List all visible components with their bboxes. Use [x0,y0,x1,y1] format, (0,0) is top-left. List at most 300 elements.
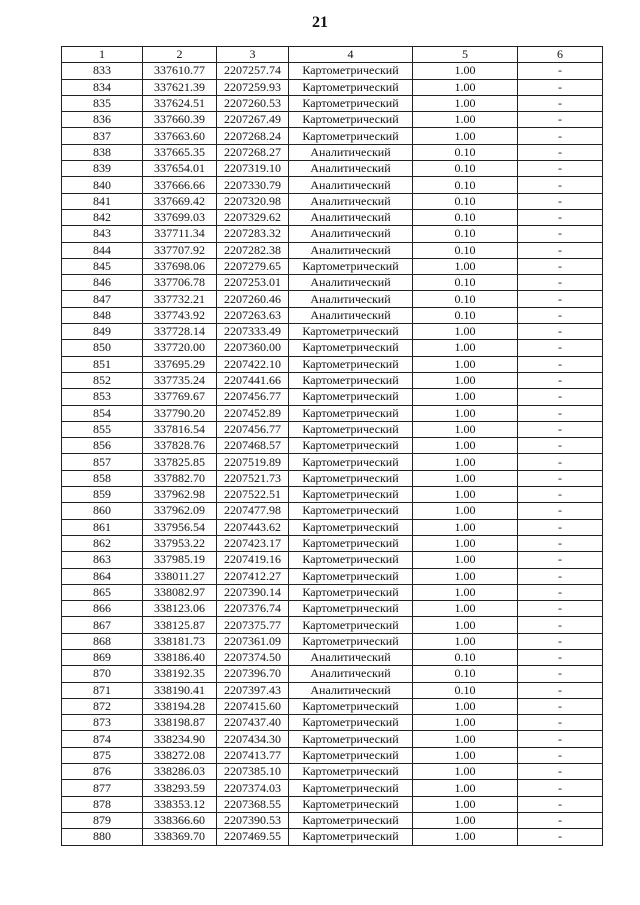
method-cell: Картометрический [289,633,413,649]
header-col-2: 2 [143,47,217,63]
x-coordinate-cell: 338194.28 [143,698,217,714]
y-coordinate-cell: 2207374.50 [217,649,289,665]
y-coordinate-cell: 2207253.01 [217,275,289,291]
point-number-cell: 836 [62,112,143,128]
accuracy-cell: 0.10 [413,275,518,291]
table-row [62,209,603,225]
table-row [62,731,603,747]
table-row [62,535,603,551]
point-number-cell: 855 [62,421,143,437]
accuracy-cell: 1.00 [413,470,518,486]
y-coordinate-cell: 2207320.98 [217,193,289,209]
note-cell: - [518,421,603,437]
table-row [62,242,603,258]
y-coordinate-cell: 2207330.79 [217,177,289,193]
x-coordinate-cell: 338293.59 [143,780,217,796]
point-number-cell: 877 [62,780,143,796]
accuracy-cell: 1.00 [413,617,518,633]
table-row [62,258,603,274]
note-cell: - [518,829,603,845]
table-row [62,389,603,405]
y-coordinate-cell: 2207413.77 [217,747,289,763]
x-coordinate-cell: 337720.00 [143,340,217,356]
table-row [62,796,603,812]
accuracy-cell: 1.00 [413,487,518,503]
x-coordinate-cell: 337728.14 [143,324,217,340]
note-cell: - [518,601,603,617]
method-cell: Аналитический [289,291,413,307]
method-cell: Картометрический [289,79,413,95]
accuracy-cell: 1.00 [413,112,518,128]
method-cell: Картометрический [289,715,413,731]
note-cell: - [518,144,603,160]
method-cell: Картометрический [289,324,413,340]
point-number-cell: 870 [62,666,143,682]
y-coordinate-cell: 2207268.24 [217,128,289,144]
accuracy-cell: 1.00 [413,715,518,731]
y-coordinate-cell: 2207360.00 [217,340,289,356]
accuracy-cell: 0.10 [413,193,518,209]
accuracy-cell: 1.00 [413,63,518,79]
point-number-cell: 837 [62,128,143,144]
y-coordinate-cell: 2207419.16 [217,552,289,568]
header-col-1: 1 [62,47,143,63]
accuracy-cell: 1.00 [413,552,518,568]
table-row [62,438,603,454]
table-row [62,780,603,796]
method-cell: Картометрический [289,812,413,828]
y-coordinate-cell: 2207422.10 [217,356,289,372]
table-row [62,372,603,388]
x-coordinate-cell: 338353.12 [143,796,217,812]
accuracy-cell: 1.00 [413,780,518,796]
method-cell: Картометрический [289,372,413,388]
accuracy-cell: 0.10 [413,682,518,698]
table-row [62,584,603,600]
x-coordinate-cell: 337660.39 [143,112,217,128]
method-cell: Картометрический [289,519,413,535]
point-number-cell: 842 [62,209,143,225]
note-cell: - [518,95,603,111]
note-cell: - [518,405,603,421]
method-cell: Аналитический [289,666,413,682]
accuracy-cell: 0.10 [413,649,518,665]
point-number-cell: 874 [62,731,143,747]
table-row [62,79,603,95]
point-number-cell: 844 [62,242,143,258]
table-row [62,617,603,633]
table-row [62,633,603,649]
table-row [62,552,603,568]
accuracy-cell: 1.00 [413,535,518,551]
x-coordinate-cell: 337790.20 [143,405,217,421]
y-coordinate-cell: 2207260.53 [217,95,289,111]
point-number-cell: 869 [62,649,143,665]
accuracy-cell: 1.00 [413,438,518,454]
note-cell: - [518,438,603,454]
y-coordinate-cell: 2207260.46 [217,291,289,307]
y-coordinate-cell: 2207385.10 [217,764,289,780]
table-row [62,405,603,421]
x-coordinate-cell: 337769.67 [143,389,217,405]
y-coordinate-cell: 2207397.43 [217,682,289,698]
x-coordinate-cell: 337669.42 [143,193,217,209]
note-cell: - [518,209,603,225]
table-row [62,568,603,584]
method-cell: Картометрический [289,128,413,144]
y-coordinate-cell: 2207443.62 [217,519,289,535]
accuracy-cell: 1.00 [413,519,518,535]
method-cell: Картометрический [289,470,413,486]
x-coordinate-cell: 338369.70 [143,829,217,845]
point-number-cell: 849 [62,324,143,340]
accuracy-cell: 0.10 [413,161,518,177]
point-number-cell: 834 [62,79,143,95]
y-coordinate-cell: 2207267.49 [217,112,289,128]
table-header-row [62,47,603,63]
table-row [62,487,603,503]
x-coordinate-cell: 337956.54 [143,519,217,535]
note-cell: - [518,63,603,79]
accuracy-cell: 1.00 [413,812,518,828]
point-number-cell: 880 [62,829,143,845]
note-cell: - [518,226,603,242]
method-cell: Картометрический [289,356,413,372]
accuracy-cell: 1.00 [413,405,518,421]
point-number-cell: 871 [62,682,143,698]
accuracy-cell: 1.00 [413,454,518,470]
table-row [62,649,603,665]
header-col-6: 6 [518,47,603,63]
table-row [62,454,603,470]
method-cell: Картометрический [289,535,413,551]
x-coordinate-cell: 338192.35 [143,666,217,682]
method-cell: Картометрический [289,747,413,763]
y-coordinate-cell: 2207452.89 [217,405,289,421]
y-coordinate-cell: 2207374.03 [217,780,289,796]
accuracy-cell: 1.00 [413,128,518,144]
x-coordinate-cell: 338198.87 [143,715,217,731]
table-row [62,666,603,682]
y-coordinate-cell: 2207263.63 [217,307,289,323]
x-coordinate-cell: 337711.34 [143,226,217,242]
point-number-cell: 845 [62,258,143,274]
point-number-cell: 875 [62,747,143,763]
accuracy-cell: 1.00 [413,79,518,95]
x-coordinate-cell: 337695.29 [143,356,217,372]
header-col-3: 3 [217,47,289,63]
method-cell: Аналитический [289,161,413,177]
note-cell: - [518,258,603,274]
point-number-cell: 860 [62,503,143,519]
accuracy-cell: 0.10 [413,209,518,225]
point-number-cell: 841 [62,193,143,209]
table-row [62,324,603,340]
method-cell: Картометрический [289,601,413,617]
point-number-cell: 868 [62,633,143,649]
x-coordinate-cell: 337828.76 [143,438,217,454]
table-row [62,503,603,519]
point-number-cell: 864 [62,568,143,584]
y-coordinate-cell: 2207468.57 [217,438,289,454]
note-cell: - [518,796,603,812]
y-coordinate-cell: 2207361.09 [217,633,289,649]
table-row [62,63,603,79]
point-number-cell: 852 [62,372,143,388]
y-coordinate-cell: 2207257.74 [217,63,289,79]
point-number-cell: 851 [62,356,143,372]
y-coordinate-cell: 2207477.98 [217,503,289,519]
x-coordinate-cell: 338082.97 [143,584,217,600]
note-cell: - [518,568,603,584]
point-number-cell: 872 [62,698,143,714]
note-cell: - [518,812,603,828]
method-cell: Картометрический [289,63,413,79]
header-col-5: 5 [413,47,518,63]
note-cell: - [518,731,603,747]
x-coordinate-cell: 337665.35 [143,144,217,160]
accuracy-cell: 1.00 [413,389,518,405]
note-cell: - [518,324,603,340]
x-coordinate-cell: 337610.77 [143,63,217,79]
accuracy-cell: 1.00 [413,698,518,714]
table-row [62,356,603,372]
y-coordinate-cell: 2207319.10 [217,161,289,177]
method-cell: Картометрический [289,112,413,128]
point-number-cell: 850 [62,340,143,356]
note-cell: - [518,307,603,323]
accuracy-cell: 1.00 [413,372,518,388]
y-coordinate-cell: 2207434.30 [217,731,289,747]
x-coordinate-cell: 337825.85 [143,454,217,470]
x-coordinate-cell: 338286.03 [143,764,217,780]
method-cell: Картометрический [289,340,413,356]
y-coordinate-cell: 2207456.77 [217,421,289,437]
method-cell: Картометрический [289,617,413,633]
table-row [62,470,603,486]
x-coordinate-cell: 338125.87 [143,617,217,633]
note-cell: - [518,633,603,649]
page-number: 21 [312,14,328,31]
point-number-cell: 848 [62,307,143,323]
accuracy-cell: 1.00 [413,764,518,780]
note-cell: - [518,161,603,177]
point-number-cell: 866 [62,601,143,617]
table-row [62,307,603,323]
table-row [62,601,603,617]
accuracy-cell: 1.00 [413,258,518,274]
point-number-cell: 879 [62,812,143,828]
x-coordinate-cell: 337654.01 [143,161,217,177]
method-cell: Картометрический [289,487,413,503]
y-coordinate-cell: 2207437.40 [217,715,289,731]
x-coordinate-cell: 337698.06 [143,258,217,274]
x-coordinate-cell: 337985.19 [143,552,217,568]
y-coordinate-cell: 2207283.32 [217,226,289,242]
method-cell: Картометрический [289,698,413,714]
table-body [62,63,603,845]
method-cell: Картометрический [289,796,413,812]
y-coordinate-cell: 2207441.66 [217,372,289,388]
x-coordinate-cell: 337962.09 [143,503,217,519]
table-row [62,112,603,128]
x-coordinate-cell: 337621.39 [143,79,217,95]
method-cell: Аналитический [289,177,413,193]
table-row [62,193,603,209]
accuracy-cell: 1.00 [413,584,518,600]
note-cell: - [518,747,603,763]
x-coordinate-cell: 338272.08 [143,747,217,763]
table-row [62,829,603,845]
method-cell: Картометрический [289,438,413,454]
method-cell: Аналитический [289,275,413,291]
table-row [62,275,603,291]
accuracy-cell: 1.00 [413,731,518,747]
x-coordinate-cell: 337706.78 [143,275,217,291]
method-cell: Картометрический [289,95,413,111]
table-row [62,226,603,242]
note-cell: - [518,552,603,568]
y-coordinate-cell: 2207412.27 [217,568,289,584]
x-coordinate-cell: 338234.90 [143,731,217,747]
point-number-cell: 856 [62,438,143,454]
note-cell: - [518,535,603,551]
note-cell: - [518,715,603,731]
y-coordinate-cell: 2207376.74 [217,601,289,617]
y-coordinate-cell: 2207259.93 [217,79,289,95]
x-coordinate-cell: 337699.03 [143,209,217,225]
note-cell: - [518,454,603,470]
method-cell: Картометрический [289,454,413,470]
accuracy-cell: 0.10 [413,177,518,193]
table-row [62,715,603,731]
point-number-cell: 843 [62,226,143,242]
method-cell: Картометрический [289,731,413,747]
point-number-cell: 847 [62,291,143,307]
point-number-cell: 867 [62,617,143,633]
method-cell: Аналитический [289,242,413,258]
method-cell: Картометрический [289,764,413,780]
note-cell: - [518,275,603,291]
method-cell: Картометрический [289,568,413,584]
x-coordinate-cell: 337882.70 [143,470,217,486]
x-coordinate-cell: 338011.27 [143,568,217,584]
point-number-cell: 840 [62,177,143,193]
table-row [62,340,603,356]
accuracy-cell: 1.00 [413,503,518,519]
note-cell: - [518,79,603,95]
point-number-cell: 878 [62,796,143,812]
note-cell: - [518,372,603,388]
x-coordinate-cell: 337732.21 [143,291,217,307]
y-coordinate-cell: 2207423.17 [217,535,289,551]
table-row [62,698,603,714]
x-coordinate-cell: 338181.73 [143,633,217,649]
y-coordinate-cell: 2207396.70 [217,666,289,682]
point-number-cell: 865 [62,584,143,600]
accuracy-cell: 0.10 [413,291,518,307]
point-number-cell: 861 [62,519,143,535]
accuracy-cell: 0.10 [413,144,518,160]
table-row [62,144,603,160]
method-cell: Картометрический [289,389,413,405]
point-number-cell: 846 [62,275,143,291]
note-cell: - [518,649,603,665]
y-coordinate-cell: 2207390.14 [217,584,289,600]
x-coordinate-cell: 338186.40 [143,649,217,665]
point-number-cell: 853 [62,389,143,405]
note-cell: - [518,503,603,519]
method-cell: Картометрический [289,421,413,437]
point-number-cell: 876 [62,764,143,780]
x-coordinate-cell: 337816.54 [143,421,217,437]
x-coordinate-cell: 338366.60 [143,812,217,828]
method-cell: Аналитический [289,193,413,209]
y-coordinate-cell: 2207522.51 [217,487,289,503]
method-cell: Картометрический [289,829,413,845]
table-row [62,519,603,535]
note-cell: - [518,389,603,405]
y-coordinate-cell: 2207333.49 [217,324,289,340]
note-cell: - [518,584,603,600]
accuracy-cell: 0.10 [413,226,518,242]
accuracy-cell: 1.00 [413,421,518,437]
note-cell: - [518,128,603,144]
accuracy-cell: 1.00 [413,829,518,845]
x-coordinate-cell: 337743.92 [143,307,217,323]
note-cell: - [518,682,603,698]
note-cell: - [518,617,603,633]
accuracy-cell: 1.00 [413,95,518,111]
point-number-cell: 863 [62,552,143,568]
accuracy-cell: 1.00 [413,796,518,812]
table-row [62,95,603,111]
point-number-cell: 873 [62,715,143,731]
header-col-4: 4 [289,47,413,63]
accuracy-cell: 1.00 [413,601,518,617]
y-coordinate-cell: 2207521.73 [217,470,289,486]
point-number-cell: 854 [62,405,143,421]
method-cell: Аналитический [289,307,413,323]
accuracy-cell: 1.00 [413,747,518,763]
note-cell: - [518,698,603,714]
x-coordinate-cell: 337962.98 [143,487,217,503]
accuracy-cell: 1.00 [413,568,518,584]
method-cell: Картометрический [289,552,413,568]
note-cell: - [518,291,603,307]
point-number-cell: 838 [62,144,143,160]
note-cell: - [518,193,603,209]
table-row [62,291,603,307]
note-cell: - [518,112,603,128]
method-cell: Аналитический [289,226,413,242]
x-coordinate-cell: 337953.22 [143,535,217,551]
table-row [62,177,603,193]
note-cell: - [518,470,603,486]
table-row [62,812,603,828]
y-coordinate-cell: 2207390.53 [217,812,289,828]
point-number-cell: 862 [62,535,143,551]
x-coordinate-cell: 337707.92 [143,242,217,258]
x-coordinate-cell: 337735.24 [143,372,217,388]
point-number-cell: 859 [62,487,143,503]
y-coordinate-cell: 2207375.77 [217,617,289,633]
accuracy-cell: 0.10 [413,307,518,323]
y-coordinate-cell: 2207519.89 [217,454,289,470]
y-coordinate-cell: 2207279.65 [217,258,289,274]
method-cell: Картометрический [289,258,413,274]
table-row [62,682,603,698]
